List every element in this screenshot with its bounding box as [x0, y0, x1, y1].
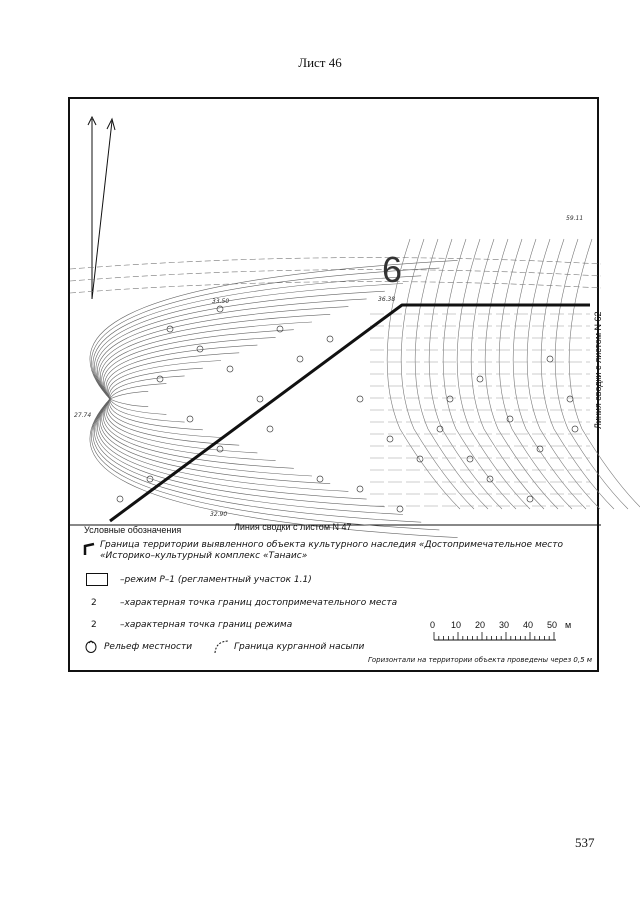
legend [70, 525, 597, 670]
relief-marker [277, 326, 283, 332]
relief-marker [572, 426, 578, 432]
relief-marker [157, 376, 163, 382]
contour-note: Горизонтали на территории объекта проведены через 0,5 м [368, 656, 593, 664]
contour-line [103, 330, 294, 469]
relief-marker [357, 486, 363, 492]
contour-line [102, 322, 312, 476]
relief-marker [217, 306, 223, 312]
scale-tick-label: 20 [475, 620, 486, 630]
relief-marker [227, 366, 233, 372]
scale-unit-label: м [565, 620, 572, 630]
relief-marker [217, 446, 223, 452]
relief-marker [397, 506, 403, 512]
page-number: 537 [575, 835, 595, 850]
scale-tick-label: 50 [547, 620, 558, 630]
legend-item-point-regime: –характерная точка границ режима [120, 620, 293, 630]
scale-bar [428, 628, 578, 650]
elevation-label: 27.74 [74, 412, 92, 419]
contour-line [110, 376, 185, 422]
contour-line [99, 307, 349, 492]
contour-line [100, 314, 330, 483]
regime-box-icon [86, 573, 108, 586]
relief-marker [317, 476, 323, 482]
relief-icon [84, 640, 98, 654]
north-arrow-line [92, 121, 112, 299]
relief-marker [327, 336, 333, 342]
map-frame [68, 97, 603, 672]
relief-marker [567, 396, 573, 402]
contour-line [105, 337, 276, 460]
legend-item-point-place: –характерная точка границ достопримечательного места [120, 598, 398, 608]
legend-symbol-point: 2 [91, 620, 97, 630]
relief-marker [357, 396, 363, 402]
boundary-line-icon [82, 542, 96, 556]
right-edge-label: Линия сводки с листом N 62 [593, 311, 603, 429]
elevation-label: 36.38 [378, 296, 396, 303]
bottom-edge-label: Линия сводки с листом N 47 [234, 522, 352, 532]
dashed-boundary-line [70, 258, 601, 269]
boundary-point-label: 6 [382, 249, 403, 290]
legend-item-mound: Граница курганной насыпи [234, 642, 365, 652]
relief-marker [297, 356, 303, 362]
scale-tick-label: 10 [451, 620, 462, 630]
relief-marker [467, 456, 473, 462]
elevation-label: 59.11 [566, 215, 584, 222]
relief-marker [197, 346, 203, 352]
relief-marker [477, 376, 483, 382]
scale-tick-label: 0 [430, 620, 436, 630]
elevation-label: 32.90 [210, 511, 228, 518]
contour-line [110, 384, 166, 415]
legend-item-boundary: Граница территории выявленного объекта культурного наследия «Достопримечательное место «Историко–культурный комплекс «Танаис» [100, 540, 563, 561]
relief-marker [417, 456, 423, 462]
page-header: Лист 46 [298, 55, 342, 70]
contour-line [106, 345, 257, 453]
boundary-line [110, 305, 590, 521]
elevation-label: 33.50 [212, 298, 230, 305]
relief-marker [447, 396, 453, 402]
legend-item-relief: Рельеф местности [104, 642, 193, 652]
scale-tick-label: 40 [523, 620, 534, 630]
relief-marker [387, 436, 393, 442]
contour-line [108, 361, 221, 438]
legend-title: Условные обозначения [84, 525, 182, 535]
relief-marker [527, 496, 533, 502]
dashed-boundary-line [70, 270, 601, 281]
contour-line [109, 368, 202, 430]
relief-marker [117, 496, 123, 502]
relief-marker [257, 396, 263, 402]
legend-symbol-point: 2 [91, 598, 97, 608]
relief-marker [267, 426, 273, 432]
mound-boundary-icon [212, 638, 232, 654]
legend-item-regime: –режим Р–1 (регламентный участок 1.1) [120, 575, 312, 585]
scale-tick-label: 30 [499, 620, 510, 630]
relief-marker [547, 356, 553, 362]
relief-marker [187, 416, 193, 422]
contour-line [107, 353, 239, 445]
